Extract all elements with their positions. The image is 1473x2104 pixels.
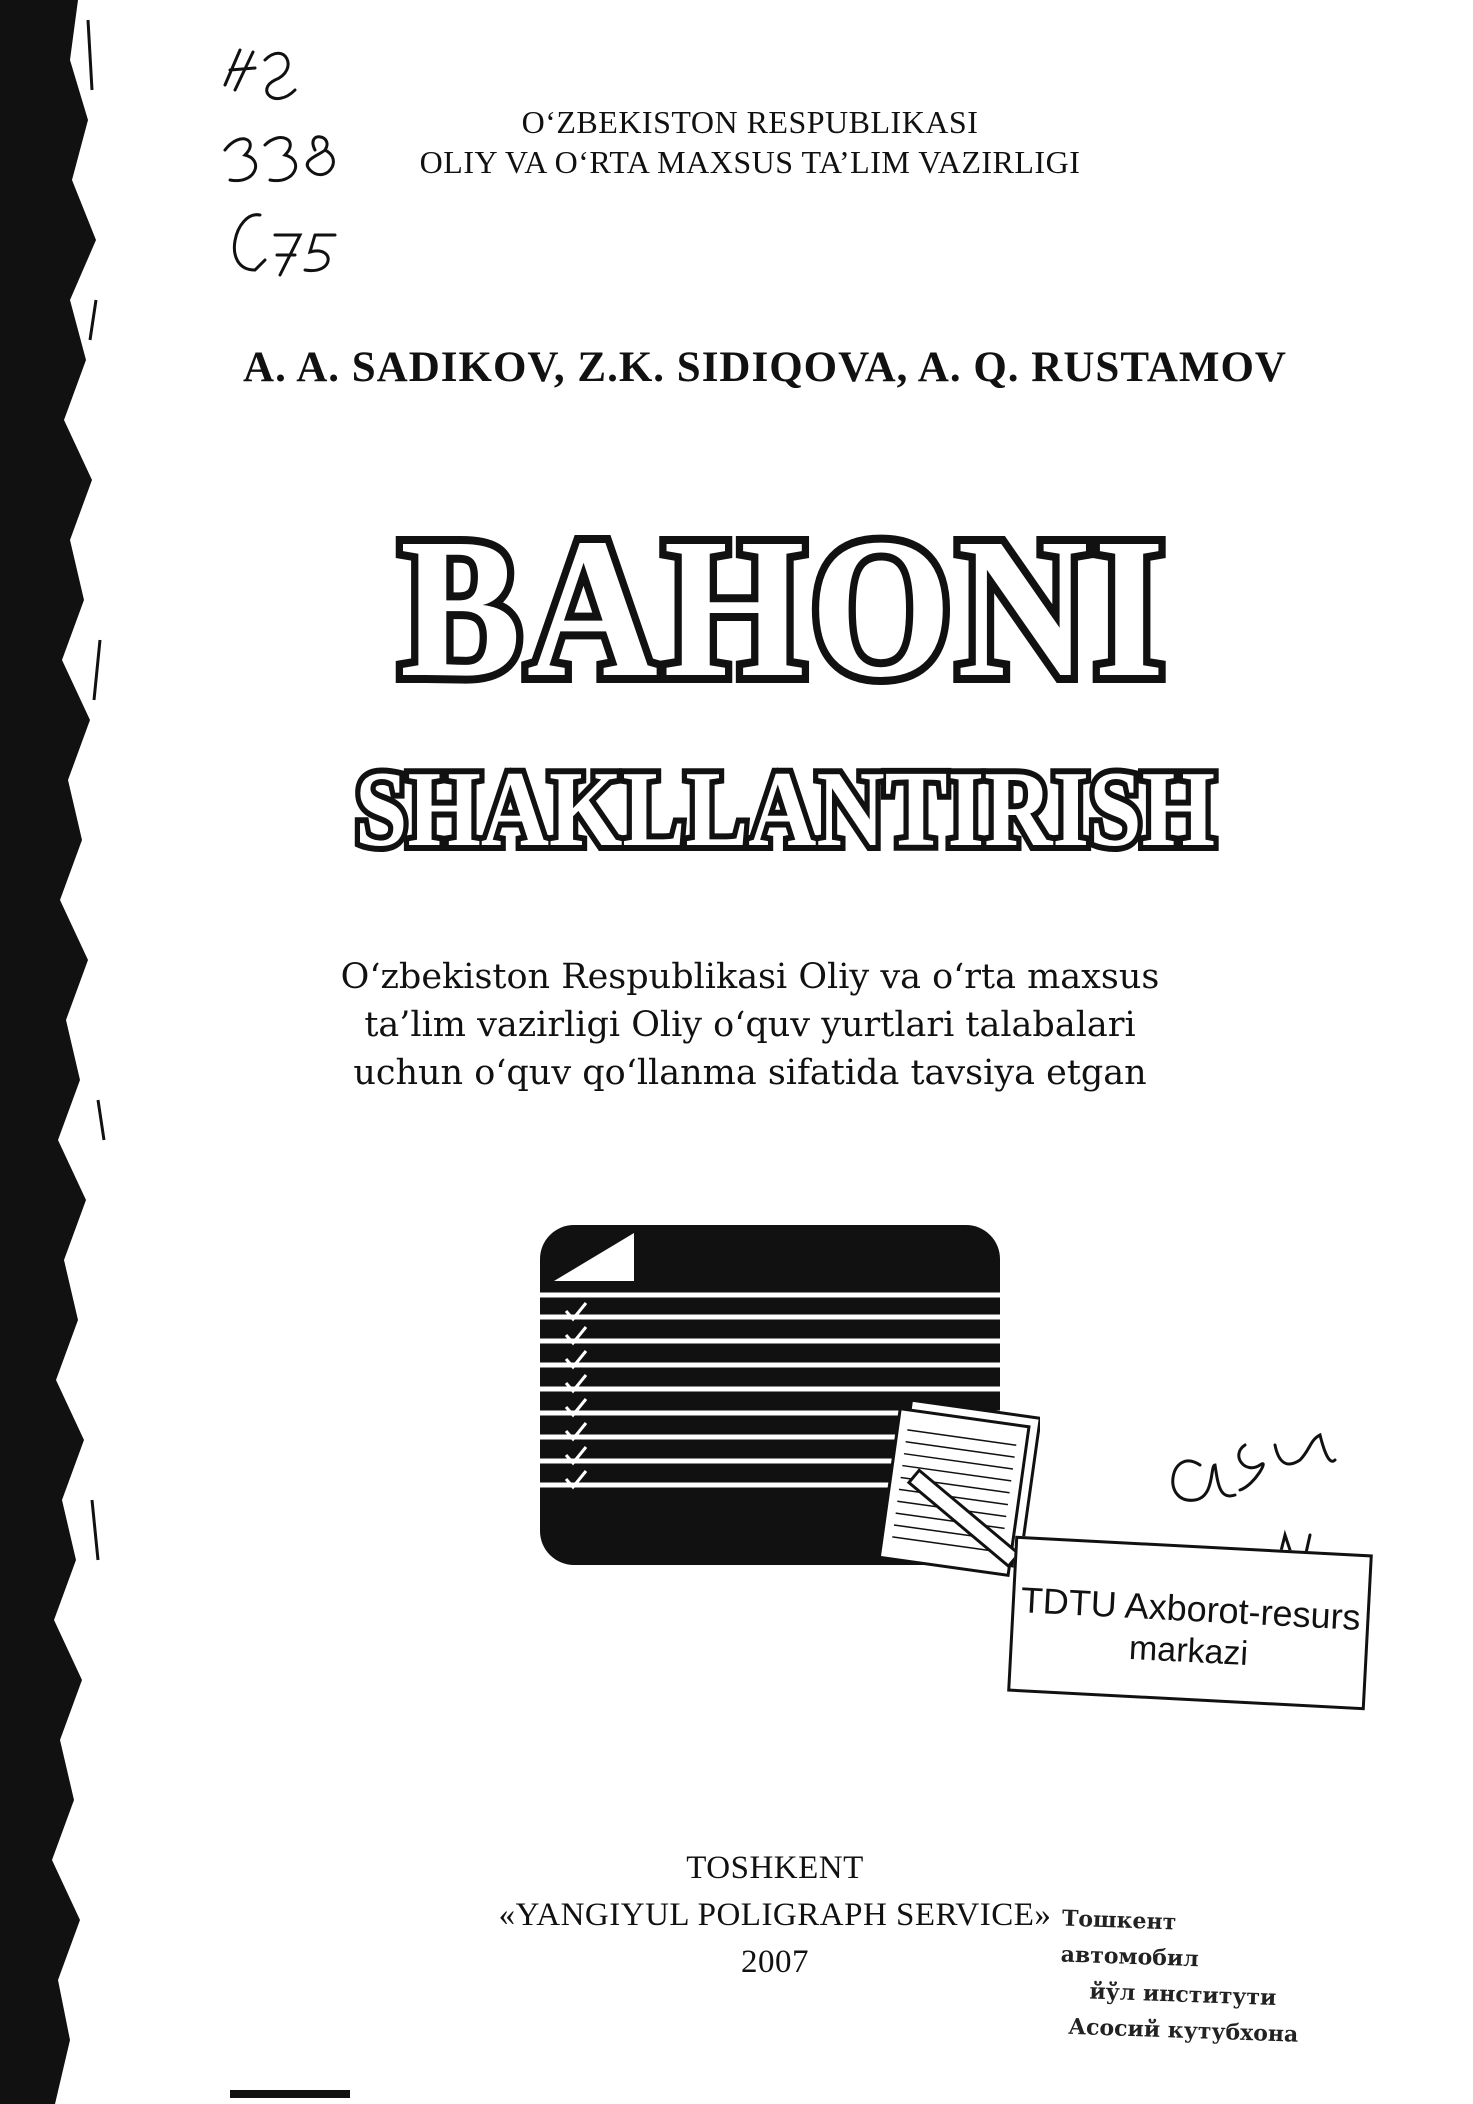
title-line-1: BAHONI — [400, 498, 1170, 719]
checklist-with-pencil-icon — [540, 1225, 1040, 1585]
library-stamp-line-2: markazi — [1128, 1628, 1249, 1674]
ownership-stamp-line-3: Асосий кутубхона — [1067, 2013, 1299, 2048]
recommendation-line-1: O‘zbekiston Respublikasi Oliy va o‘rta maxsus — [340, 957, 1160, 997]
ownership-stamp-line-1: Тошкент автомобил — [1060, 1905, 1200, 1973]
ministry-line-2: OLIY VA O‘RTA MAXSUS TA’LIM VAZIRLIGI — [419, 144, 1081, 180]
publication-year: 2007 — [741, 1944, 809, 1980]
recommendation-text — [300, 953, 1200, 1097]
library-stamp-line-1: TDTU Axborot-resurs — [1019, 1579, 1362, 1638]
publisher-name: «YANGIYUL POLIGRAPH SERVICE» — [498, 1897, 1052, 1933]
library-stamp — [1007, 1536, 1373, 1711]
scan-artifact-bar — [230, 2090, 350, 2098]
recommendation-line-3: uchun o‘quv qo‘llanma sifatida tavsiya etgan — [353, 1053, 1147, 1093]
recommendation-line-2: ta’lim vazirligi Oliy o‘quv yurtlari talabalari — [364, 1005, 1136, 1045]
title-line-2: SHAKLLANTIRISH — [355, 750, 1215, 869]
ownership-stamp-line-2: йўл институти — [1088, 1978, 1277, 2012]
publisher-city: TOSHKENT — [686, 1850, 864, 1886]
ministry-line-1: O‘ZBEKISTON RESPUBLIKASI — [521, 104, 979, 140]
book-title — [0, 0, 1473, 900]
authors: A. A. SADIKOV, Z.K. SIDIQOVA, A. Q. RUSTAMOV — [243, 344, 1287, 391]
library-ownership-stamp — [1058, 1901, 1323, 2054]
